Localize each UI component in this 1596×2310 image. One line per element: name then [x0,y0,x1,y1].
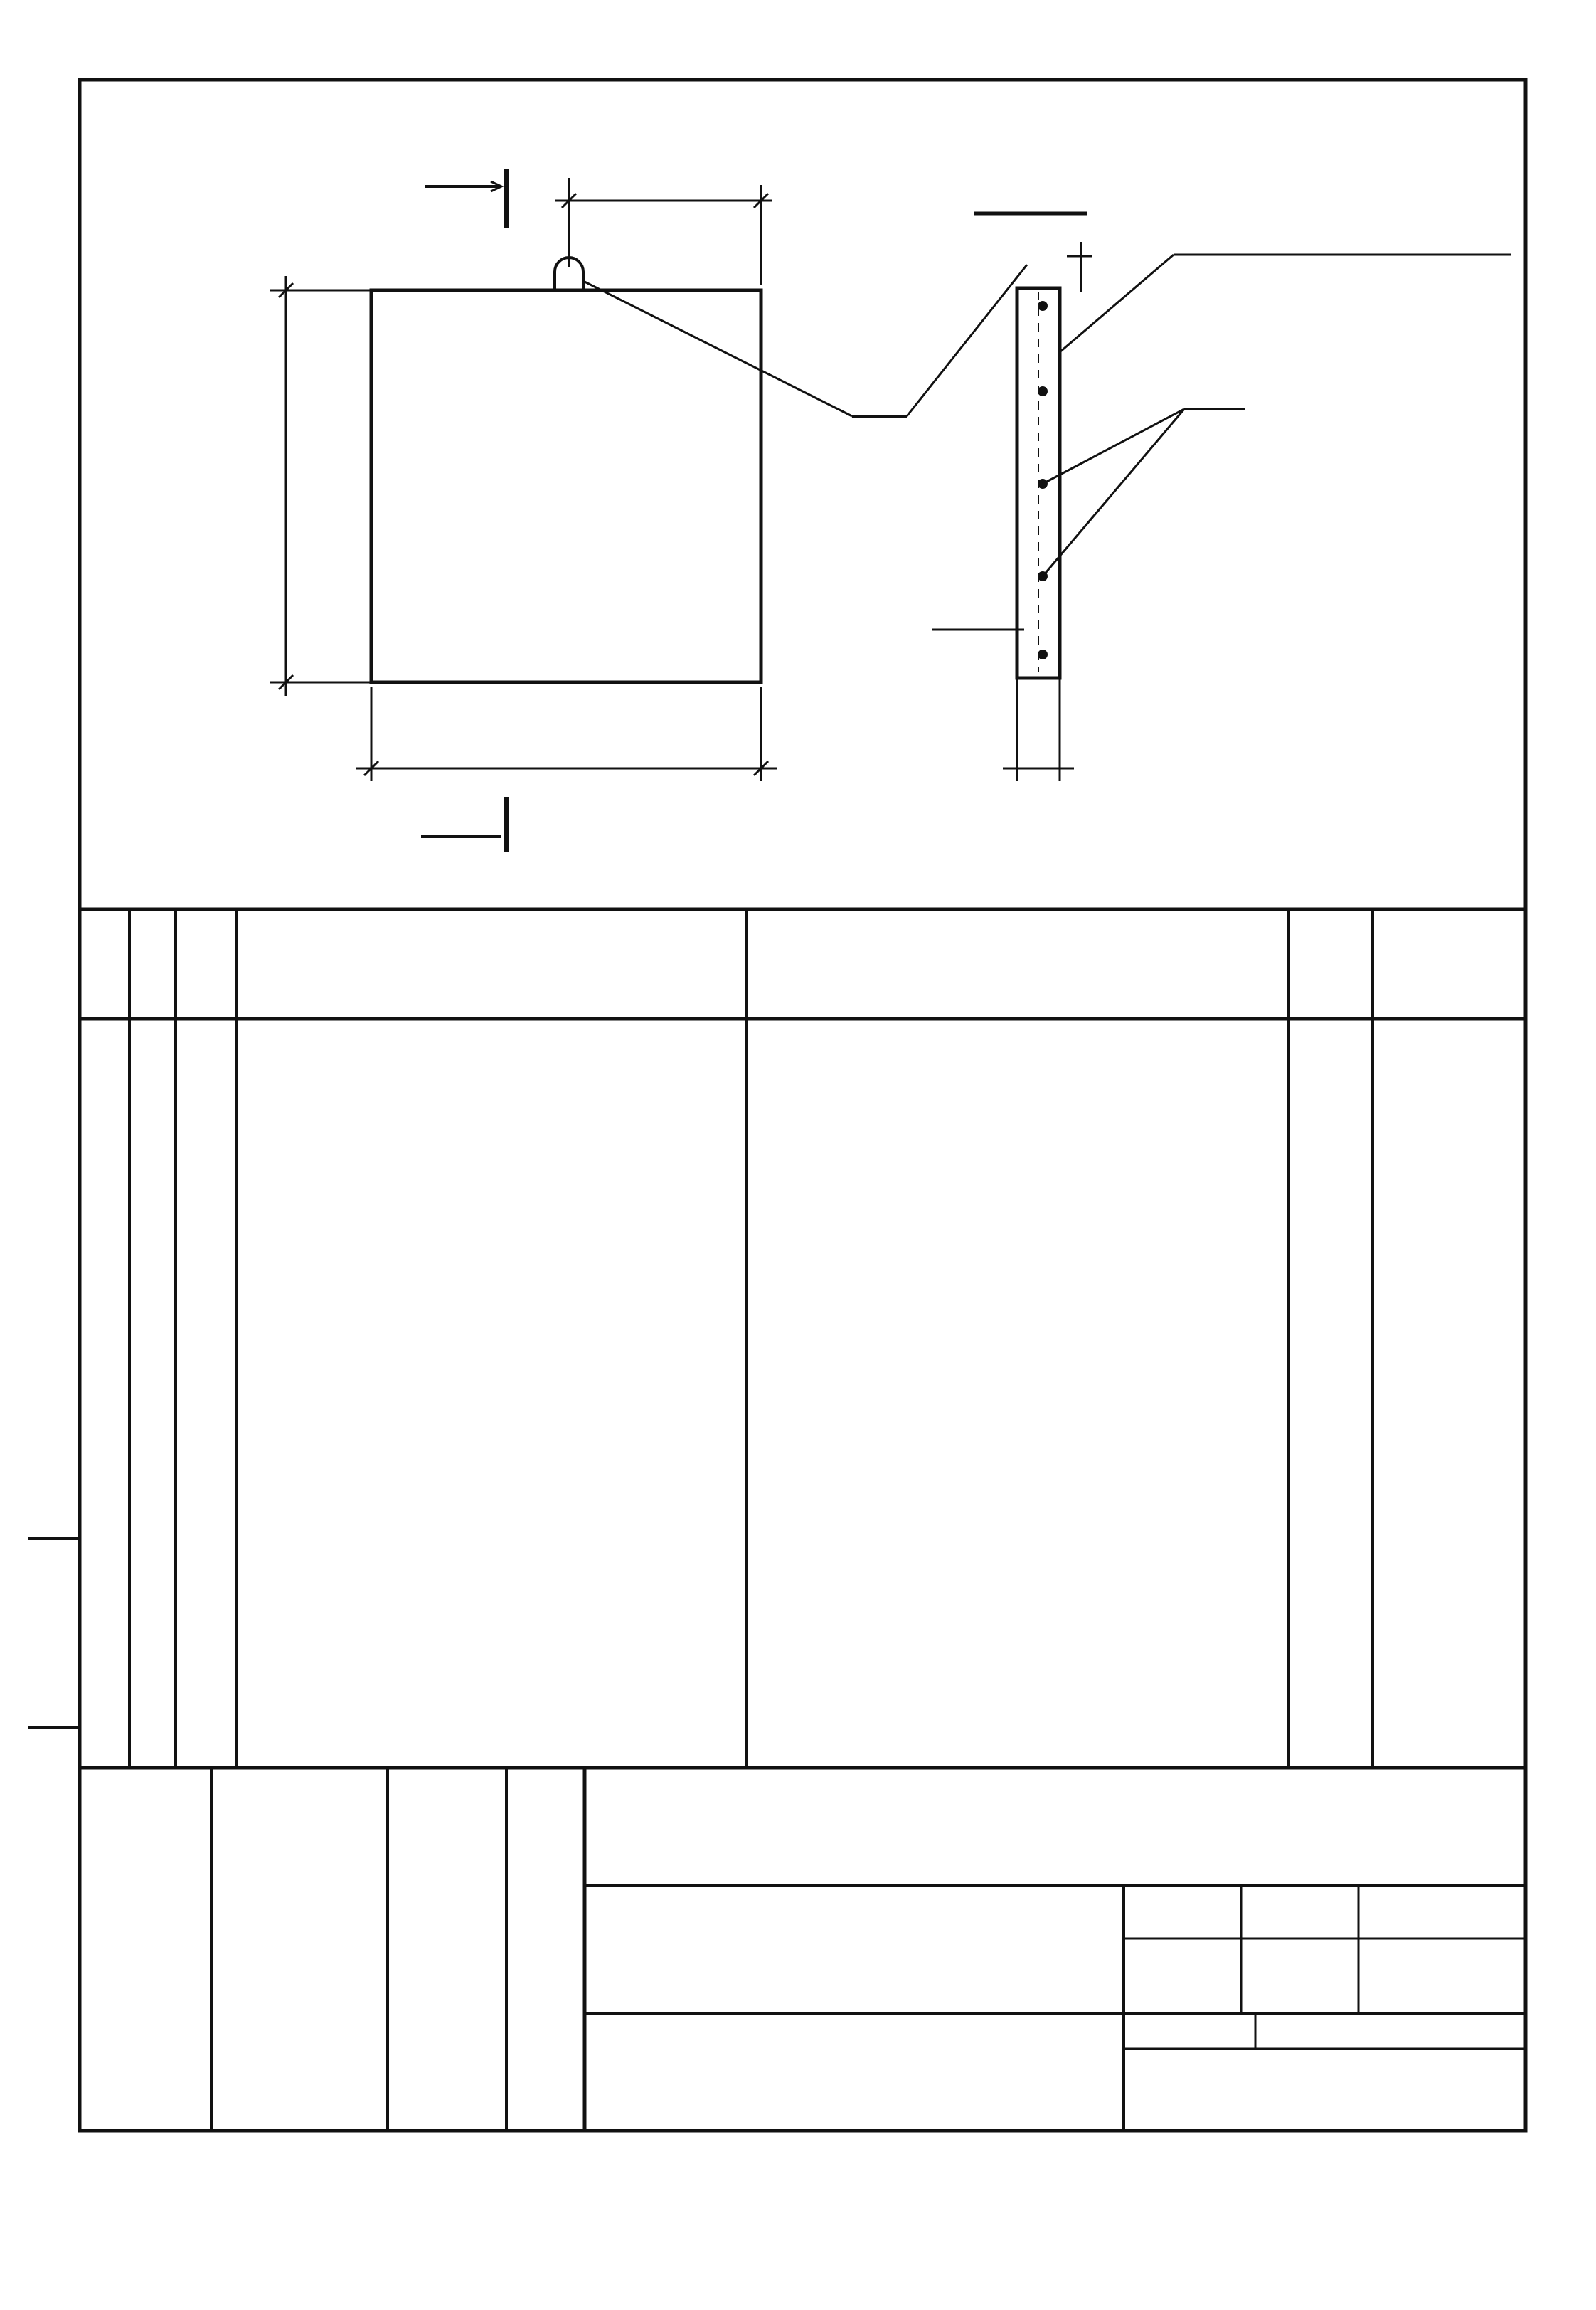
dim-980-horizontal [356,687,777,781]
sheet-frame [80,80,1526,2131]
section-mark-top [425,169,506,228]
dim-490 [555,178,772,285]
title-block [80,1768,1526,2131]
rebar-dots [1038,301,1048,659]
callout-2 [583,265,1027,416]
section-view [932,213,1511,781]
slab-outline [371,290,761,682]
section-mark-bottom [421,797,506,852]
dim-980-vertical [270,276,370,696]
spec-table [80,909,1526,1768]
plan-view [270,169,1027,852]
